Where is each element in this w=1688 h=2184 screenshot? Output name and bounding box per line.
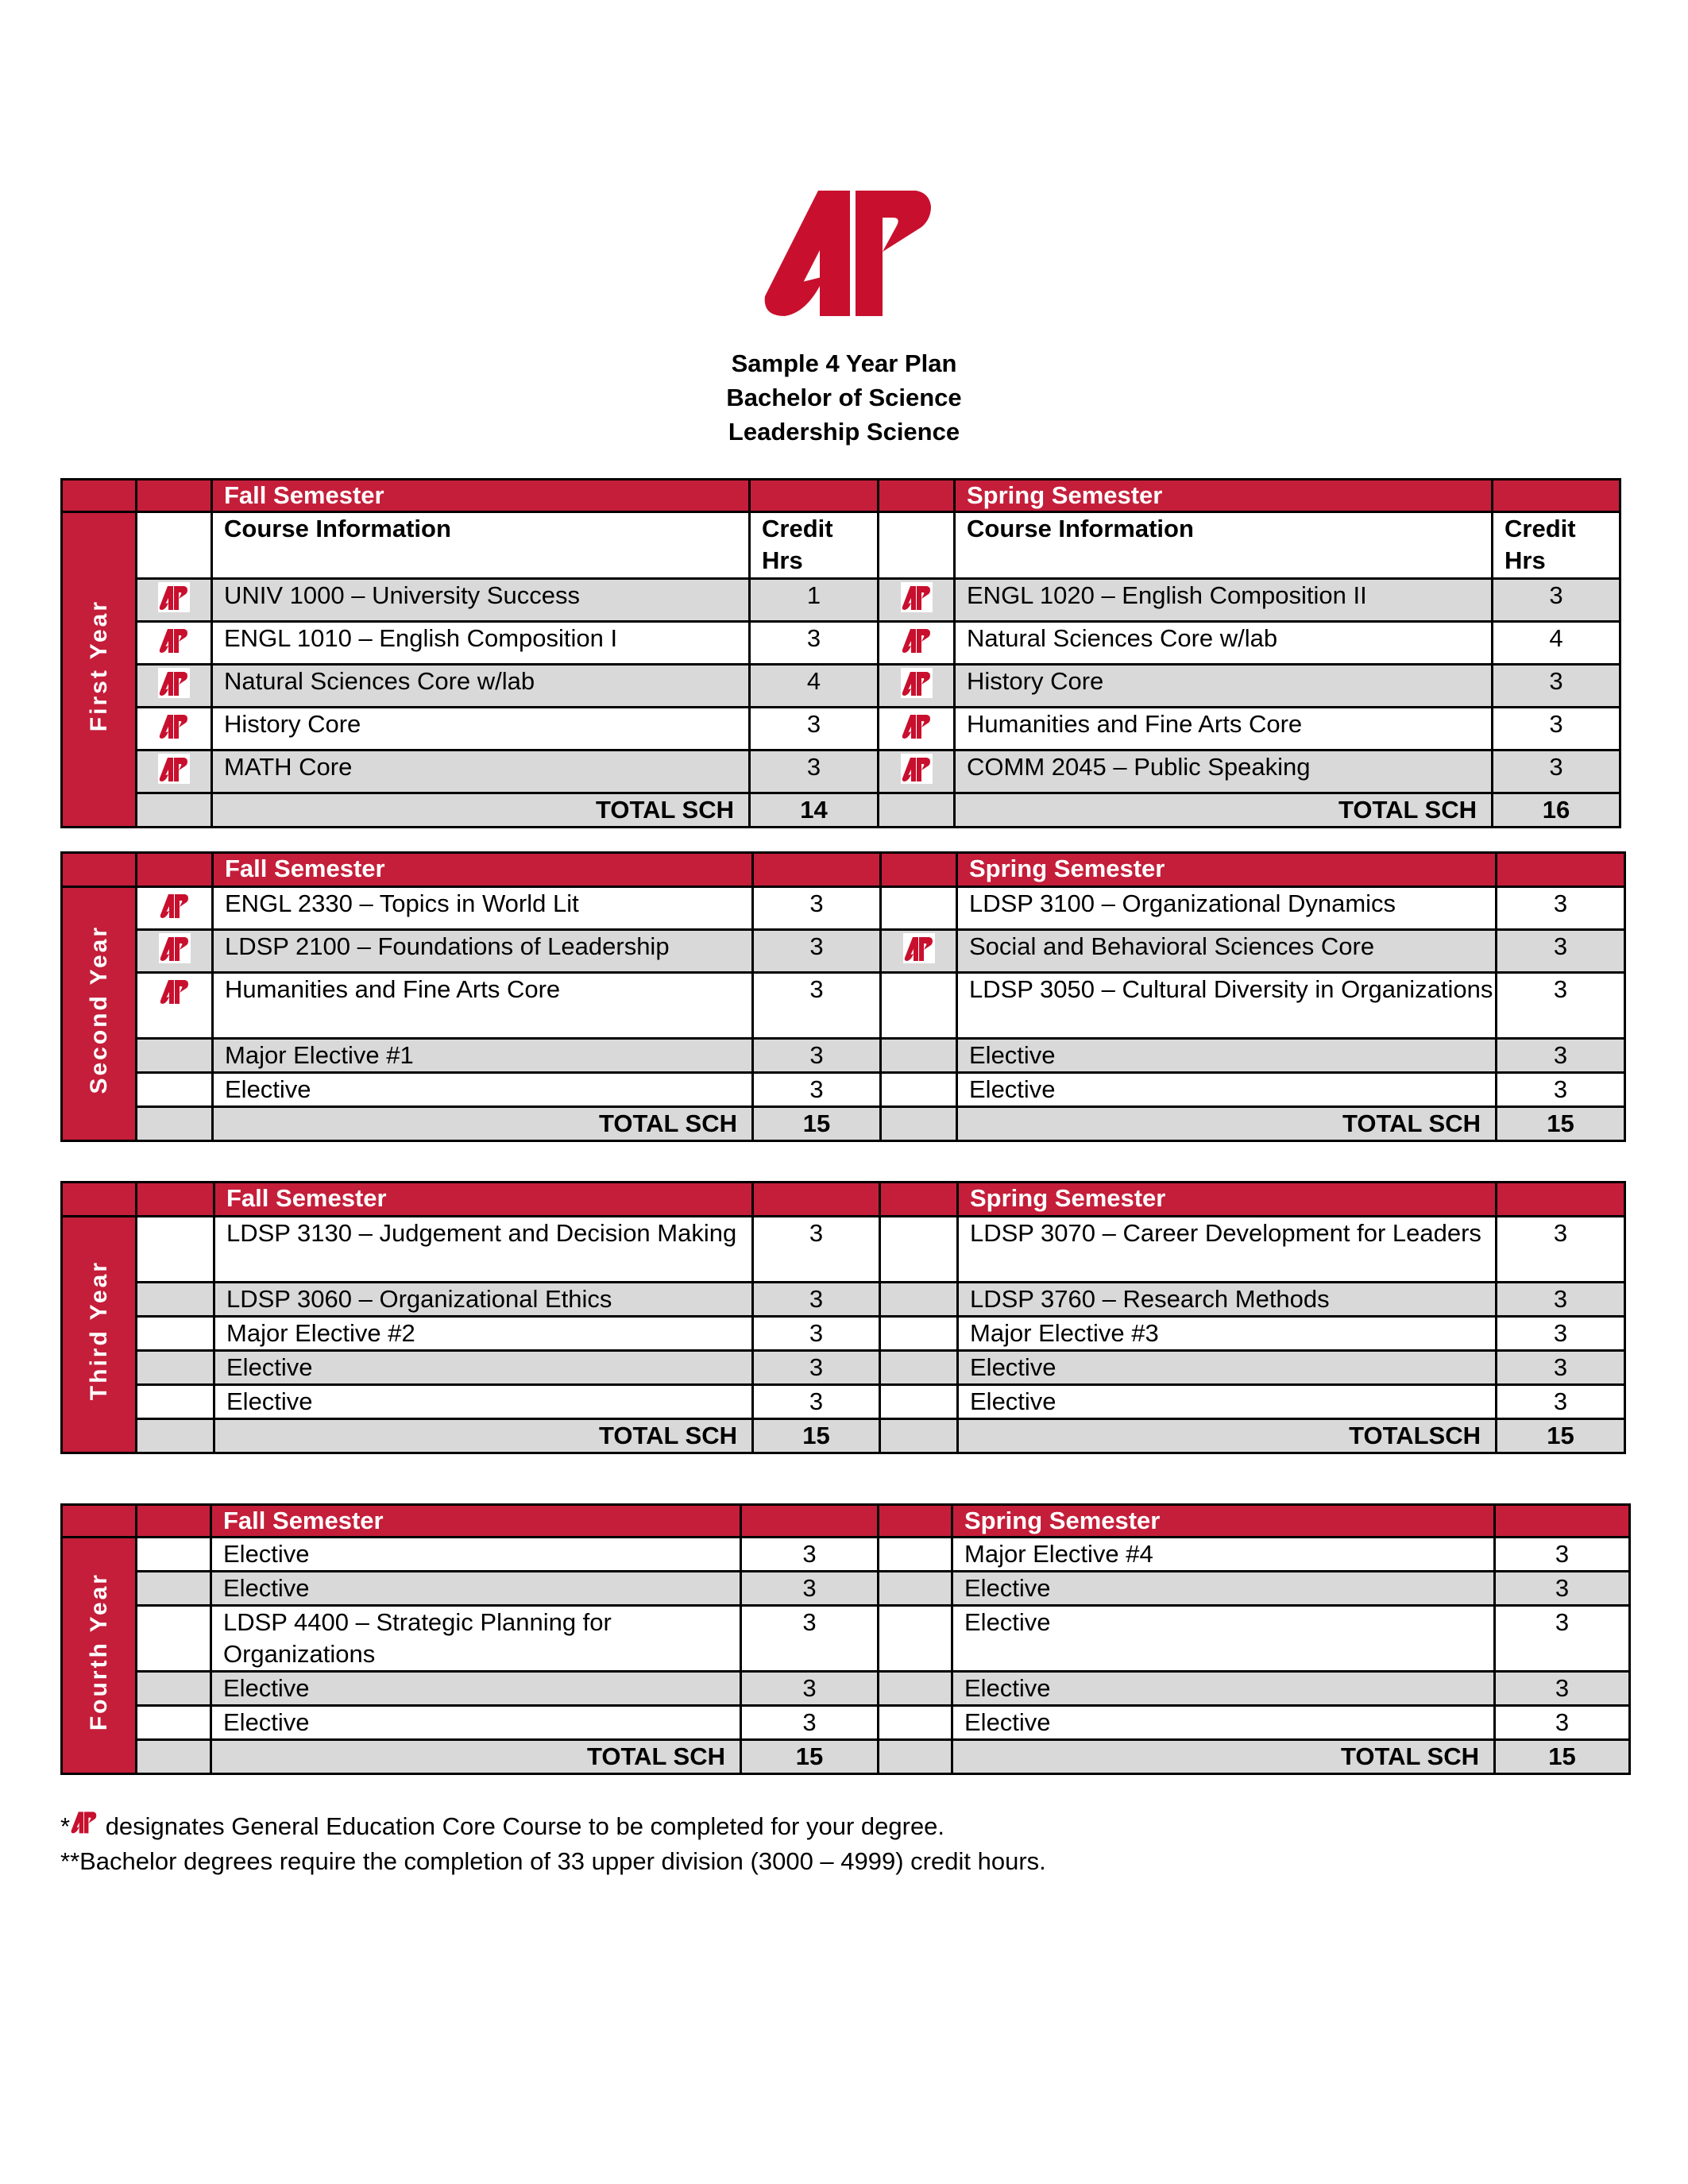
core-indicator-cell xyxy=(881,1073,957,1107)
ap-core-icon xyxy=(901,754,933,784)
fall-course-name: History Core xyxy=(212,708,750,751)
semester-header-row xyxy=(62,853,1625,887)
core-indicator-cell xyxy=(880,1283,958,1317)
core-indicator-cell xyxy=(879,1572,952,1606)
header-blank xyxy=(741,1505,879,1538)
core-indicator-cell xyxy=(137,751,212,793)
core-indicator-cell xyxy=(879,622,955,665)
year-label-cell xyxy=(62,1538,137,1774)
spring-course-credits: 3 xyxy=(1493,579,1620,622)
fall-course-name: Major Elective #2 xyxy=(214,1317,753,1351)
spring-semester-heading: Spring Semester xyxy=(957,853,1497,887)
fall-course-credits: 3 xyxy=(753,1073,881,1107)
spring-course-credits: 3 xyxy=(1497,1351,1625,1385)
core-indicator-cell xyxy=(879,751,955,793)
spring-semester-heading: Spring Semester xyxy=(952,1505,1495,1538)
fall-course-credits: 3 xyxy=(741,1538,879,1572)
fall-semester-heading: Fall Semester xyxy=(214,1183,753,1217)
spring-semester-heading: Spring Semester xyxy=(955,480,1493,512)
year-table-3 xyxy=(60,1181,1626,1454)
core-indicator-cell xyxy=(137,1317,214,1351)
fall-course-credits: 3 xyxy=(741,1572,879,1606)
spring-total-label: TOTALSCH xyxy=(958,1419,1497,1453)
core-course-note xyxy=(60,1808,1046,1844)
asterisk: * xyxy=(60,1812,71,1840)
fall-course-credits: 3 xyxy=(753,1217,880,1283)
fall-semester-heading: Fall Semester xyxy=(213,853,753,887)
core-course-note-text: designates General Education Core Course to be completed for your degree. xyxy=(98,1812,945,1840)
spring-course-credits: 3 xyxy=(1493,708,1620,751)
header-blank xyxy=(1495,1505,1630,1538)
fall-course-name: Elective xyxy=(211,1706,741,1740)
fall-course-credits: 3 xyxy=(753,930,881,973)
fall-course-name: Elective xyxy=(214,1385,753,1419)
spring-course-name: History Core xyxy=(955,665,1493,708)
core-indicator-cell xyxy=(880,1385,958,1419)
spring-course-name: Elective xyxy=(957,1039,1497,1073)
spring-course-name: Natural Sciences Core w/lab xyxy=(955,622,1493,665)
fall-semester-heading: Fall Semester xyxy=(211,1505,741,1538)
spring-total-sch: 15 xyxy=(1497,1419,1625,1453)
course-row xyxy=(62,1217,1625,1283)
fall-course-credits: 3 xyxy=(741,1706,879,1740)
spring-course-credits: 3 xyxy=(1493,751,1620,793)
credit-hrs-header: Credit Hrs xyxy=(750,512,879,579)
core-indicator-cell xyxy=(881,930,957,973)
icon-cell xyxy=(137,793,212,828)
core-indicator-cell xyxy=(879,1706,952,1740)
spring-course-name: Social and Behavioral Sciences Core xyxy=(957,930,1497,973)
fall-course-name: Elective xyxy=(211,1572,741,1606)
core-indicator-cell xyxy=(880,1317,958,1351)
fall-course-credits: 1 xyxy=(750,579,879,622)
plan-title xyxy=(0,346,1688,449)
upper-division-note: **Bachelor degrees require the completion of 33 upper division (3000 – 4999) credit hours. xyxy=(60,1847,1046,1875)
header-blank xyxy=(137,1183,214,1217)
course-row xyxy=(62,579,1620,622)
fall-course-name: MATH Core xyxy=(212,751,750,793)
spring-total-label: TOTAL SCH xyxy=(957,1107,1497,1141)
spring-course-credits: 3 xyxy=(1495,1672,1630,1706)
header-blank xyxy=(137,480,212,512)
spring-semester-heading: Spring Semester xyxy=(958,1183,1497,1217)
spring-course-credits: 3 xyxy=(1497,973,1625,1039)
header-blank xyxy=(137,853,213,887)
core-indicator-cell xyxy=(137,1283,214,1317)
major-line: Leadership Science xyxy=(728,418,960,446)
total-row xyxy=(62,1419,1625,1453)
spring-course-name: ENGL 1020 – English Composition II xyxy=(955,579,1493,622)
fall-total-sch: 15 xyxy=(753,1107,881,1141)
core-indicator-cell xyxy=(137,1606,211,1672)
core-indicator-cell xyxy=(880,1351,958,1385)
course-row xyxy=(62,930,1625,973)
semester-header-row xyxy=(62,1505,1630,1538)
spring-course-credits: 3 xyxy=(1497,1385,1625,1419)
core-indicator-cell xyxy=(137,665,212,708)
core-indicator-cell xyxy=(137,708,212,751)
course-information-header: Course Information xyxy=(955,512,1493,579)
spring-total-sch: 15 xyxy=(1495,1740,1630,1774)
icon-cell xyxy=(137,1740,211,1774)
spring-course-credits: 3 xyxy=(1497,930,1625,973)
spring-course-name: Elective xyxy=(952,1606,1495,1672)
icon-cell xyxy=(879,793,955,828)
core-indicator-cell xyxy=(137,1706,211,1740)
ap-core-icon xyxy=(901,582,933,612)
spring-course-name: Major Elective #3 xyxy=(958,1317,1497,1351)
fall-total-label: TOTAL SCH xyxy=(213,1107,753,1141)
ap-core-icon xyxy=(158,711,190,741)
title-line: Sample 4 Year Plan xyxy=(731,349,957,377)
fall-course-name: ENGL 2330 – Topics in World Lit xyxy=(213,887,753,930)
icon-cell xyxy=(137,1107,213,1141)
spring-course-name: LDSP 3760 – Research Methods xyxy=(958,1283,1497,1317)
core-indicator-cell xyxy=(137,930,213,973)
fall-course-name: LDSP 4400 – Strategic Planning for Organizations xyxy=(211,1606,741,1672)
footnotes xyxy=(60,1808,1046,1879)
fall-course-name: Elective xyxy=(211,1538,741,1572)
degree-line: Bachelor of Science xyxy=(726,384,962,411)
fall-total-sch: 14 xyxy=(750,793,879,828)
ap-core-icon xyxy=(903,933,935,963)
year-table-1 xyxy=(60,478,1621,828)
fall-course-name: ENGL 1010 – English Composition I xyxy=(212,622,750,665)
ap-core-icon xyxy=(901,625,933,655)
spring-course-name: Elective xyxy=(957,1073,1497,1107)
spring-total-sch: 15 xyxy=(1497,1107,1625,1141)
header-blank xyxy=(62,853,137,887)
total-row xyxy=(62,1740,1630,1774)
fall-course-credits: 3 xyxy=(750,751,879,793)
spring-course-credits: 3 xyxy=(1495,1606,1630,1672)
core-indicator-cell xyxy=(879,579,955,622)
header-blank xyxy=(62,480,137,512)
ap-core-icon xyxy=(158,582,190,612)
ap-core-icon xyxy=(159,933,191,963)
spring-course-credits: 3 xyxy=(1497,1039,1625,1073)
spring-course-name: Major Elective #4 xyxy=(952,1538,1495,1572)
core-indicator-cell xyxy=(881,887,957,930)
ap-core-icon xyxy=(158,754,190,784)
ap-core-icon xyxy=(70,1808,98,1836)
year-label-cell xyxy=(62,1217,137,1453)
fall-total-label: TOTAL SCH xyxy=(211,1740,741,1774)
header-blank xyxy=(753,1183,880,1217)
spring-course-name: Elective xyxy=(952,1706,1495,1740)
icon-cell xyxy=(880,1419,958,1453)
fall-course-credits: 3 xyxy=(753,1283,880,1317)
spring-total-label: TOTAL SCH xyxy=(952,1740,1495,1774)
header-blank xyxy=(753,853,881,887)
course-row xyxy=(62,751,1620,793)
ap-core-icon xyxy=(901,711,933,741)
core-indicator-cell xyxy=(137,1351,214,1385)
spring-course-credits: 3 xyxy=(1495,1572,1630,1606)
core-indicator-cell xyxy=(879,1672,952,1706)
header-blank xyxy=(62,1183,137,1217)
course-row xyxy=(62,1385,1625,1419)
year-label: Fourth Year xyxy=(85,1572,112,1731)
spring-course-credits: 3 xyxy=(1497,1073,1625,1107)
semester-header-row xyxy=(62,480,1620,512)
core-indicator-cell xyxy=(137,1538,211,1572)
total-row xyxy=(62,1107,1625,1141)
core-indicator-cell xyxy=(879,1538,952,1572)
fall-course-name: UNIV 1000 – University Success xyxy=(212,579,750,622)
core-indicator-cell xyxy=(137,1672,211,1706)
spring-course-name: Humanities and Fine Arts Core xyxy=(955,708,1493,751)
fall-course-credits: 3 xyxy=(753,887,881,930)
fall-total-label: TOTAL SCH xyxy=(212,793,750,828)
core-indicator-cell xyxy=(137,1572,211,1606)
fall-course-name: Major Elective #1 xyxy=(213,1039,753,1073)
header-blank xyxy=(881,853,957,887)
header-blank xyxy=(62,1505,137,1538)
spring-total-sch: 16 xyxy=(1493,793,1620,828)
spring-course-name: LDSP 3070 – Career Development for Leaders xyxy=(958,1217,1497,1283)
year-label-cell xyxy=(62,887,137,1141)
ap-core-icon xyxy=(159,976,191,1006)
core-indicator-cell xyxy=(879,1606,952,1672)
icon-cell xyxy=(137,1419,214,1453)
header-blank xyxy=(879,1505,952,1538)
ap-core-icon xyxy=(158,625,190,655)
header-blank xyxy=(1493,480,1620,512)
core-indicator-cell xyxy=(881,973,957,1039)
course-row xyxy=(62,622,1620,665)
header-blank xyxy=(879,480,955,512)
spring-course-name: Elective xyxy=(958,1385,1497,1419)
ap-logo xyxy=(753,157,944,326)
fall-course-credits: 3 xyxy=(741,1672,879,1706)
spring-course-name: COMM 2045 – Public Speaking xyxy=(955,751,1493,793)
fall-course-name: Elective xyxy=(211,1672,741,1706)
spring-course-credits: 3 xyxy=(1495,1538,1630,1572)
fall-course-name: LDSP 3130 – Judgement and Decision Making xyxy=(214,1217,753,1283)
core-indicator-cell xyxy=(137,579,212,622)
core-indicator-cell xyxy=(879,708,955,751)
total-row xyxy=(62,793,1620,828)
credit-hrs-header: Credit Hrs xyxy=(1493,512,1620,579)
fall-course-credits: 3 xyxy=(753,1385,880,1419)
header-blank xyxy=(137,1505,211,1538)
fall-semester-heading: Fall Semester xyxy=(212,480,750,512)
core-indicator-cell xyxy=(137,622,212,665)
icon-cell xyxy=(137,512,212,579)
course-row xyxy=(62,1606,1630,1672)
fall-course-name: LDSP 3060 – Organizational Ethics xyxy=(214,1283,753,1317)
header-blank xyxy=(1497,1183,1625,1217)
core-indicator-cell xyxy=(137,1073,213,1107)
core-indicator-cell xyxy=(137,1385,214,1419)
fall-course-credits: 3 xyxy=(753,1317,880,1351)
course-row xyxy=(62,1706,1630,1740)
course-row xyxy=(62,1538,1630,1572)
ap-core-icon xyxy=(901,668,933,698)
course-row xyxy=(62,665,1620,708)
spring-course-name: LDSP 3050 – Cultural Diversity in Organizations xyxy=(957,973,1497,1039)
header-blank xyxy=(1497,853,1625,887)
spring-course-credits: 3 xyxy=(1497,1217,1625,1283)
fall-course-name: Humanities and Fine Arts Core xyxy=(213,973,753,1039)
fall-total-sch: 15 xyxy=(753,1419,880,1453)
spring-course-credits: 3 xyxy=(1497,1317,1625,1351)
fall-course-credits: 3 xyxy=(750,708,879,751)
core-indicator-cell xyxy=(137,1039,213,1073)
spring-course-credits: 4 xyxy=(1493,622,1620,665)
course-row xyxy=(62,973,1625,1039)
spring-course-name: Elective xyxy=(958,1351,1497,1385)
fall-course-name: Natural Sciences Core w/lab xyxy=(212,665,750,708)
year-label: Third Year xyxy=(85,1260,112,1401)
course-row xyxy=(62,1572,1630,1606)
course-row xyxy=(62,1073,1625,1107)
spring-course-name: Elective xyxy=(952,1672,1495,1706)
icon-cell xyxy=(879,512,955,579)
spring-course-credits: 3 xyxy=(1495,1706,1630,1740)
column-header-row xyxy=(62,512,1620,579)
header-blank xyxy=(880,1183,958,1217)
core-indicator-cell xyxy=(881,1039,957,1073)
core-indicator-cell xyxy=(879,665,955,708)
spring-course-name: Elective xyxy=(952,1572,1495,1606)
fall-total-label: TOTAL SCH xyxy=(214,1419,753,1453)
course-row xyxy=(62,1351,1625,1385)
fall-course-name: Elective xyxy=(213,1073,753,1107)
year-label: Second Year xyxy=(85,925,112,1094)
year-table-2 xyxy=(60,851,1626,1142)
semester-header-row xyxy=(62,1183,1625,1217)
fall-course-credits: 3 xyxy=(753,1039,881,1073)
spring-course-credits: 3 xyxy=(1497,1283,1625,1317)
spring-course-credits: 3 xyxy=(1497,887,1625,930)
core-indicator-cell xyxy=(880,1217,958,1283)
course-row xyxy=(62,1039,1625,1073)
course-row xyxy=(62,708,1620,751)
fall-course-credits: 3 xyxy=(741,1606,879,1672)
spring-course-credits: 3 xyxy=(1493,665,1620,708)
ap-core-icon xyxy=(159,890,191,920)
fall-course-credits: 3 xyxy=(753,973,881,1039)
year-label: First Year xyxy=(85,599,112,732)
fall-total-sch: 15 xyxy=(741,1740,879,1774)
fall-course-credits: 4 xyxy=(750,665,879,708)
icon-cell xyxy=(879,1740,952,1774)
course-row xyxy=(62,1672,1630,1706)
fall-course-name: Elective xyxy=(214,1351,753,1385)
year-label-cell xyxy=(62,512,137,828)
ap-core-icon xyxy=(158,668,190,698)
course-row xyxy=(62,887,1625,930)
spring-course-name: LDSP 3100 – Organizational Dynamics xyxy=(957,887,1497,930)
fall-course-credits: 3 xyxy=(750,622,879,665)
year-table-4 xyxy=(60,1503,1631,1775)
icon-cell xyxy=(881,1107,957,1141)
spring-total-label: TOTAL SCH xyxy=(955,793,1493,828)
fall-course-name: LDSP 2100 – Foundations of Leadership xyxy=(213,930,753,973)
core-indicator-cell xyxy=(137,973,213,1039)
core-indicator-cell xyxy=(137,1217,214,1283)
ap-logo-icon xyxy=(753,157,944,326)
core-indicator-cell xyxy=(137,887,213,930)
course-row xyxy=(62,1317,1625,1351)
header-blank xyxy=(750,480,879,512)
course-row xyxy=(62,1283,1625,1317)
course-information-header: Course Information xyxy=(212,512,750,579)
fall-course-credits: 3 xyxy=(753,1351,880,1385)
